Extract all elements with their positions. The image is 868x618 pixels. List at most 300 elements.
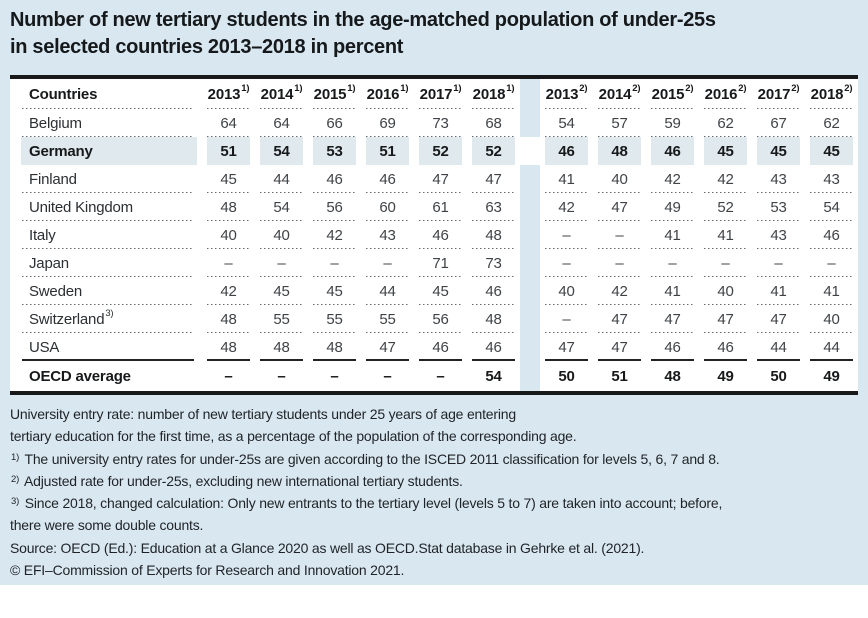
value-cell-label: – — [615, 254, 624, 272]
value-cell-label: 67 — [770, 114, 787, 132]
table-row — [10, 277, 858, 305]
table-row — [10, 361, 858, 391]
value-cell — [593, 137, 646, 165]
value-cell-label: – — [668, 254, 677, 272]
value-cell-label: 46 — [717, 338, 734, 356]
value-cell-label: – — [562, 310, 571, 328]
value-cell-label: 48 — [273, 338, 290, 356]
column-header-year-label: 2016 — [366, 85, 400, 103]
value-cell-label: 44 — [379, 282, 396, 300]
footnote-line — [10, 425, 862, 447]
value-cell-label: 53 — [770, 198, 787, 216]
column-group-separator — [520, 165, 540, 193]
data-table — [10, 75, 858, 395]
column-header-countries-label: Countries — [29, 85, 98, 103]
value-cell-label: – — [277, 367, 286, 385]
value-cell-label: 59 — [664, 114, 681, 132]
value-cell — [414, 249, 467, 277]
column-header-year: 2018 2) — [805, 79, 858, 109]
column-header-year: 2018 1) — [467, 79, 520, 109]
value-cell-label: 40 — [558, 282, 575, 300]
value-cell-label: 64 — [220, 114, 237, 132]
value-cell-label: 47 — [379, 338, 396, 356]
country-cell — [10, 277, 202, 305]
value-cell-label: 73 — [432, 114, 449, 132]
value-cell — [646, 109, 699, 137]
column-header-year-label: 2014 — [260, 85, 294, 103]
value-cell — [414, 165, 467, 193]
value-cell — [752, 333, 805, 361]
column-header-year: 2016 1) — [361, 79, 414, 109]
column-header-year-label: 2017 — [419, 85, 453, 103]
value-cell — [308, 109, 361, 137]
column-header-year: 2013 2) — [540, 79, 593, 109]
value-cell — [805, 361, 858, 391]
value-cell — [414, 193, 467, 221]
value-cell — [202, 109, 255, 137]
value-cell — [414, 361, 467, 391]
value-cell — [255, 165, 308, 193]
value-cell — [752, 109, 805, 137]
value-cell-label: 45 — [326, 282, 343, 300]
value-cell — [805, 109, 858, 137]
figure-title — [10, 7, 858, 61]
column-group-separator — [520, 361, 540, 391]
value-cell-label: 40 — [823, 310, 840, 328]
footnote-line — [10, 537, 862, 559]
footnote-line — [10, 559, 862, 581]
value-cell — [414, 277, 467, 305]
value-cell — [593, 249, 646, 277]
value-cell-label: 47 — [611, 338, 628, 356]
value-cell-label: 63 — [485, 198, 502, 216]
value-cell — [255, 249, 308, 277]
value-cell — [540, 361, 593, 391]
value-cell-label: 52 — [485, 142, 502, 160]
value-cell-label: 45 — [273, 282, 290, 300]
value-cell — [805, 165, 858, 193]
value-cell-label: 42 — [611, 282, 628, 300]
value-cell-label: 61 — [432, 198, 449, 216]
country-cell-label: Finland — [29, 170, 77, 188]
table-row — [10, 333, 858, 361]
value-cell — [202, 165, 255, 193]
value-cell-label: 46 — [558, 142, 575, 160]
column-header-year: 2015 1) — [308, 79, 361, 109]
column-header-year: 2013 1) — [202, 79, 255, 109]
value-cell — [646, 249, 699, 277]
value-cell — [308, 249, 361, 277]
country-cell — [10, 137, 202, 165]
value-cell-label: 57 — [611, 114, 628, 132]
value-cell-label: 54 — [558, 114, 575, 132]
value-cell — [699, 193, 752, 221]
column-header-year: 2014 1) — [255, 79, 308, 109]
footnote-text: © EFI–Commission of Experts for Research and Innovation 2021. — [10, 562, 405, 579]
value-cell — [752, 249, 805, 277]
column-header-year-label: 2016 — [704, 85, 738, 103]
column-group-separator — [520, 79, 540, 109]
value-cell-label: 42 — [664, 170, 681, 188]
value-cell-label: 45 — [823, 142, 840, 160]
value-cell-label: 46 — [823, 226, 840, 244]
value-cell-label: 54 — [485, 367, 502, 385]
value-cell — [414, 305, 467, 333]
column-header-year: 2016 2) — [699, 79, 752, 109]
column-header-year-label: 2018 — [810, 85, 844, 103]
value-cell-label: 47 — [432, 170, 449, 188]
value-cell — [467, 333, 520, 361]
value-cell-label: 64 — [273, 114, 290, 132]
value-cell-label: 46 — [485, 338, 502, 356]
column-group-separator — [520, 305, 540, 333]
table-row — [10, 165, 858, 193]
value-cell — [202, 361, 255, 391]
country-cell-label: Sweden — [29, 282, 83, 300]
value-cell — [202, 193, 255, 221]
value-cell-label: 44 — [770, 338, 787, 356]
value-cell-label: 41 — [770, 282, 787, 300]
value-cell — [805, 305, 858, 333]
column-group-separator — [520, 193, 540, 221]
value-cell-label: 53 — [326, 142, 343, 160]
value-cell — [361, 361, 414, 391]
value-cell-label: 48 — [220, 310, 237, 328]
country-cell-label: Switzerland — [29, 310, 105, 328]
column-group-separator — [520, 277, 540, 305]
value-cell — [361, 109, 414, 137]
value-cell — [646, 277, 699, 305]
value-cell — [414, 333, 467, 361]
value-cell-label: 48 — [485, 226, 502, 244]
value-cell — [361, 193, 414, 221]
value-cell — [752, 137, 805, 165]
value-cell-label: – — [224, 254, 233, 272]
value-cell-label: 55 — [273, 310, 290, 328]
value-cell — [308, 221, 361, 249]
value-cell — [540, 137, 593, 165]
value-cell-label: 41 — [664, 282, 681, 300]
value-cell — [361, 137, 414, 165]
footnote-line — [10, 514, 862, 536]
column-header-year-label: 2017 — [757, 85, 791, 103]
value-cell — [540, 249, 593, 277]
column-header-year: 2014 2) — [593, 79, 646, 109]
footnote-line — [10, 492, 862, 514]
column-group-separator — [520, 333, 540, 361]
footnote-text: Since 2018, changed calculation: Only new entrants to the tertiary level (levels 5 to 7) are taken into account; before, — [21, 495, 723, 512]
value-cell-label: 40 — [611, 170, 628, 188]
value-cell — [646, 221, 699, 249]
footnote-superscript: 1) — [11, 451, 20, 463]
table-row — [10, 109, 858, 137]
value-cell-label: 46 — [379, 170, 396, 188]
value-cell-label: 54 — [273, 142, 290, 160]
value-cell — [699, 221, 752, 249]
country-cell: Switzerland 3) — [10, 305, 202, 333]
value-cell-label: – — [224, 367, 233, 385]
table-row — [10, 137, 858, 165]
value-cell-label: 60 — [379, 198, 396, 216]
value-cell — [699, 333, 752, 361]
footnote-line — [10, 448, 862, 470]
value-cell-label: 47 — [558, 338, 575, 356]
value-cell-label: 42 — [558, 198, 575, 216]
value-cell-label: 40 — [220, 226, 237, 244]
column-group-separator — [520, 249, 540, 277]
value-cell — [308, 165, 361, 193]
value-cell — [308, 305, 361, 333]
value-cell-label: 46 — [432, 226, 449, 244]
value-cell — [593, 165, 646, 193]
value-cell-label: 54 — [823, 198, 840, 216]
footnote-superscript: 2) — [11, 473, 20, 485]
value-cell — [467, 277, 520, 305]
value-cell-label: 45 — [220, 170, 237, 188]
value-cell-label: 52 — [432, 142, 449, 160]
country-cell — [10, 249, 202, 277]
value-cell — [593, 361, 646, 391]
value-cell-label: 49 — [823, 367, 840, 385]
column-header-year-label: 2015 — [313, 85, 347, 103]
value-cell-label: 42 — [717, 170, 734, 188]
value-cell-label: – — [277, 254, 286, 272]
value-cell — [752, 277, 805, 305]
footnote-text: Adjusted rate for under-25s, excluding new international tertiary students. — [21, 472, 463, 489]
value-cell — [308, 277, 361, 305]
value-cell — [255, 277, 308, 305]
country-cell-label: Germany — [29, 142, 93, 160]
value-cell — [361, 221, 414, 249]
value-cell — [699, 361, 752, 391]
country-cell — [10, 333, 202, 361]
column-group-separator — [520, 137, 540, 165]
value-cell — [805, 137, 858, 165]
value-cell — [540, 333, 593, 361]
value-cell-label: 47 — [664, 310, 681, 328]
value-cell — [202, 277, 255, 305]
value-cell — [593, 109, 646, 137]
value-cell-label: 48 — [326, 338, 343, 356]
value-cell — [361, 333, 414, 361]
value-cell — [699, 305, 752, 333]
value-cell-label: 56 — [326, 198, 343, 216]
value-cell — [593, 333, 646, 361]
value-cell — [805, 249, 858, 277]
value-cell — [593, 277, 646, 305]
value-cell-label: 56 — [432, 310, 449, 328]
value-cell — [752, 193, 805, 221]
column-header-year-label: 2014 — [598, 85, 632, 103]
value-cell-label: 48 — [485, 310, 502, 328]
footnote-text: Source: OECD (Ed.): Education at a Glance 2020 as well as OECD.Stat database in Gehrke et al. (2021). — [10, 539, 645, 556]
value-cell-label: 55 — [326, 310, 343, 328]
value-cell-label: – — [827, 254, 836, 272]
value-cell — [699, 137, 752, 165]
value-cell — [414, 109, 467, 137]
value-cell-label: 69 — [379, 114, 396, 132]
value-cell-label: 73 — [485, 254, 502, 272]
value-cell-label: – — [330, 367, 339, 385]
country-cell-label: Japan — [29, 254, 69, 272]
value-cell — [361, 305, 414, 333]
value-cell — [414, 137, 467, 165]
value-cell-label: 45 — [770, 142, 787, 160]
value-cell-label: 45 — [717, 142, 734, 160]
value-cell-label: 71 — [432, 254, 449, 272]
table-row — [10, 249, 858, 277]
value-cell — [361, 165, 414, 193]
value-cell — [646, 305, 699, 333]
value-cell — [593, 305, 646, 333]
value-cell — [202, 137, 255, 165]
value-cell — [540, 221, 593, 249]
value-cell-label: 48 — [220, 198, 237, 216]
column-group-separator — [520, 109, 540, 137]
value-cell-label: 47 — [611, 198, 628, 216]
value-cell — [699, 277, 752, 305]
value-cell — [308, 193, 361, 221]
value-cell — [308, 137, 361, 165]
country-cell — [10, 221, 202, 249]
value-cell — [255, 193, 308, 221]
value-cell — [255, 361, 308, 391]
value-cell — [361, 277, 414, 305]
value-cell-label: – — [383, 367, 392, 385]
country-cell — [10, 193, 202, 221]
value-cell-label: 68 — [485, 114, 502, 132]
value-cell-label: 66 — [326, 114, 343, 132]
value-cell — [361, 249, 414, 277]
country-cell-label: USA — [29, 338, 60, 356]
value-cell-label: 62 — [717, 114, 734, 132]
value-cell — [255, 137, 308, 165]
value-cell — [699, 165, 752, 193]
country-cell-label: Italy — [29, 226, 56, 244]
table-row — [10, 305, 858, 333]
country-cell-label: Belgium — [29, 114, 82, 132]
footnote-line — [10, 470, 862, 492]
value-cell-label: 47 — [770, 310, 787, 328]
value-cell-label: 46 — [485, 282, 502, 300]
value-cell — [540, 165, 593, 193]
value-cell-label: – — [615, 226, 624, 244]
value-cell — [805, 277, 858, 305]
value-cell — [699, 249, 752, 277]
value-cell — [202, 249, 255, 277]
value-cell — [752, 221, 805, 249]
value-cell — [752, 361, 805, 391]
value-cell-label: 48 — [220, 338, 237, 356]
value-cell-label: 43 — [770, 226, 787, 244]
value-cell — [540, 277, 593, 305]
value-cell — [805, 221, 858, 249]
value-cell — [467, 221, 520, 249]
country-cell-label: OECD average — [29, 367, 131, 385]
value-cell-label: 47 — [611, 310, 628, 328]
value-cell-label: 42 — [326, 226, 343, 244]
column-header-year-label: 2013 — [545, 85, 579, 103]
value-cell-label: 43 — [379, 226, 396, 244]
value-cell-label: – — [774, 254, 783, 272]
country-cell — [10, 361, 202, 391]
value-cell — [255, 333, 308, 361]
value-cell-label: 62 — [823, 114, 840, 132]
value-cell — [540, 193, 593, 221]
figure-title-line1: Number of new tertiary students in the age-matched population of under-25s — [10, 9, 716, 31]
value-cell — [467, 137, 520, 165]
value-cell-label: 44 — [273, 170, 290, 188]
footnote-text: there were some double counts. — [10, 517, 204, 534]
value-cell — [467, 165, 520, 193]
value-cell-label: – — [383, 254, 392, 272]
country-cell — [10, 165, 202, 193]
value-cell — [752, 305, 805, 333]
value-cell-label: 47 — [485, 170, 502, 188]
value-cell — [805, 333, 858, 361]
table-header-row — [10, 79, 858, 109]
value-cell-label: 47 — [717, 310, 734, 328]
value-cell — [255, 109, 308, 137]
value-cell — [752, 165, 805, 193]
value-cell — [646, 333, 699, 361]
value-cell-label: 41 — [664, 226, 681, 244]
value-cell — [467, 109, 520, 137]
value-cell — [646, 165, 699, 193]
footnote-text: tertiary education for the first time, as a percentage of the population of the corresponding age. — [10, 428, 577, 445]
value-cell-label: 40 — [717, 282, 734, 300]
column-header-countries — [10, 79, 202, 109]
value-cell-label: 41 — [558, 170, 575, 188]
value-cell-label: 46 — [664, 338, 681, 356]
value-cell-label: 46 — [664, 142, 681, 160]
value-cell-label: 44 — [823, 338, 840, 356]
country-cell — [10, 109, 202, 137]
value-cell-label: 50 — [558, 367, 575, 385]
value-cell-label: 43 — [770, 170, 787, 188]
value-cell-label: 51 — [611, 367, 628, 385]
value-cell — [540, 305, 593, 333]
value-cell — [646, 361, 699, 391]
value-cell-label: – — [330, 254, 339, 272]
value-cell-label: 51 — [220, 142, 237, 160]
value-cell — [255, 221, 308, 249]
value-cell-label: 48 — [611, 142, 628, 160]
value-cell — [414, 221, 467, 249]
value-cell — [255, 305, 308, 333]
value-cell-label: – — [436, 367, 445, 385]
value-cell — [202, 333, 255, 361]
footnote-superscript: 3) — [11, 496, 20, 508]
value-cell — [646, 137, 699, 165]
footnote-line — [10, 403, 862, 425]
value-cell-label: – — [562, 226, 571, 244]
column-group-separator — [520, 221, 540, 249]
value-cell-label: 46 — [326, 170, 343, 188]
value-cell — [540, 109, 593, 137]
value-cell-label: 40 — [273, 226, 290, 244]
value-cell-label: 48 — [664, 367, 681, 385]
value-cell — [467, 249, 520, 277]
value-cell-label: 42 — [220, 282, 237, 300]
value-cell-label: 41 — [823, 282, 840, 300]
footnote-text: The university entry rates for under-25s are given according to the ISCED 2011 classification for levels 5, 6, 7 and 8. — [21, 450, 720, 467]
value-cell — [467, 361, 520, 391]
value-cell-label: – — [562, 254, 571, 272]
value-cell-label: 52 — [717, 198, 734, 216]
value-cell-label: 54 — [273, 198, 290, 216]
table-row — [10, 221, 858, 249]
